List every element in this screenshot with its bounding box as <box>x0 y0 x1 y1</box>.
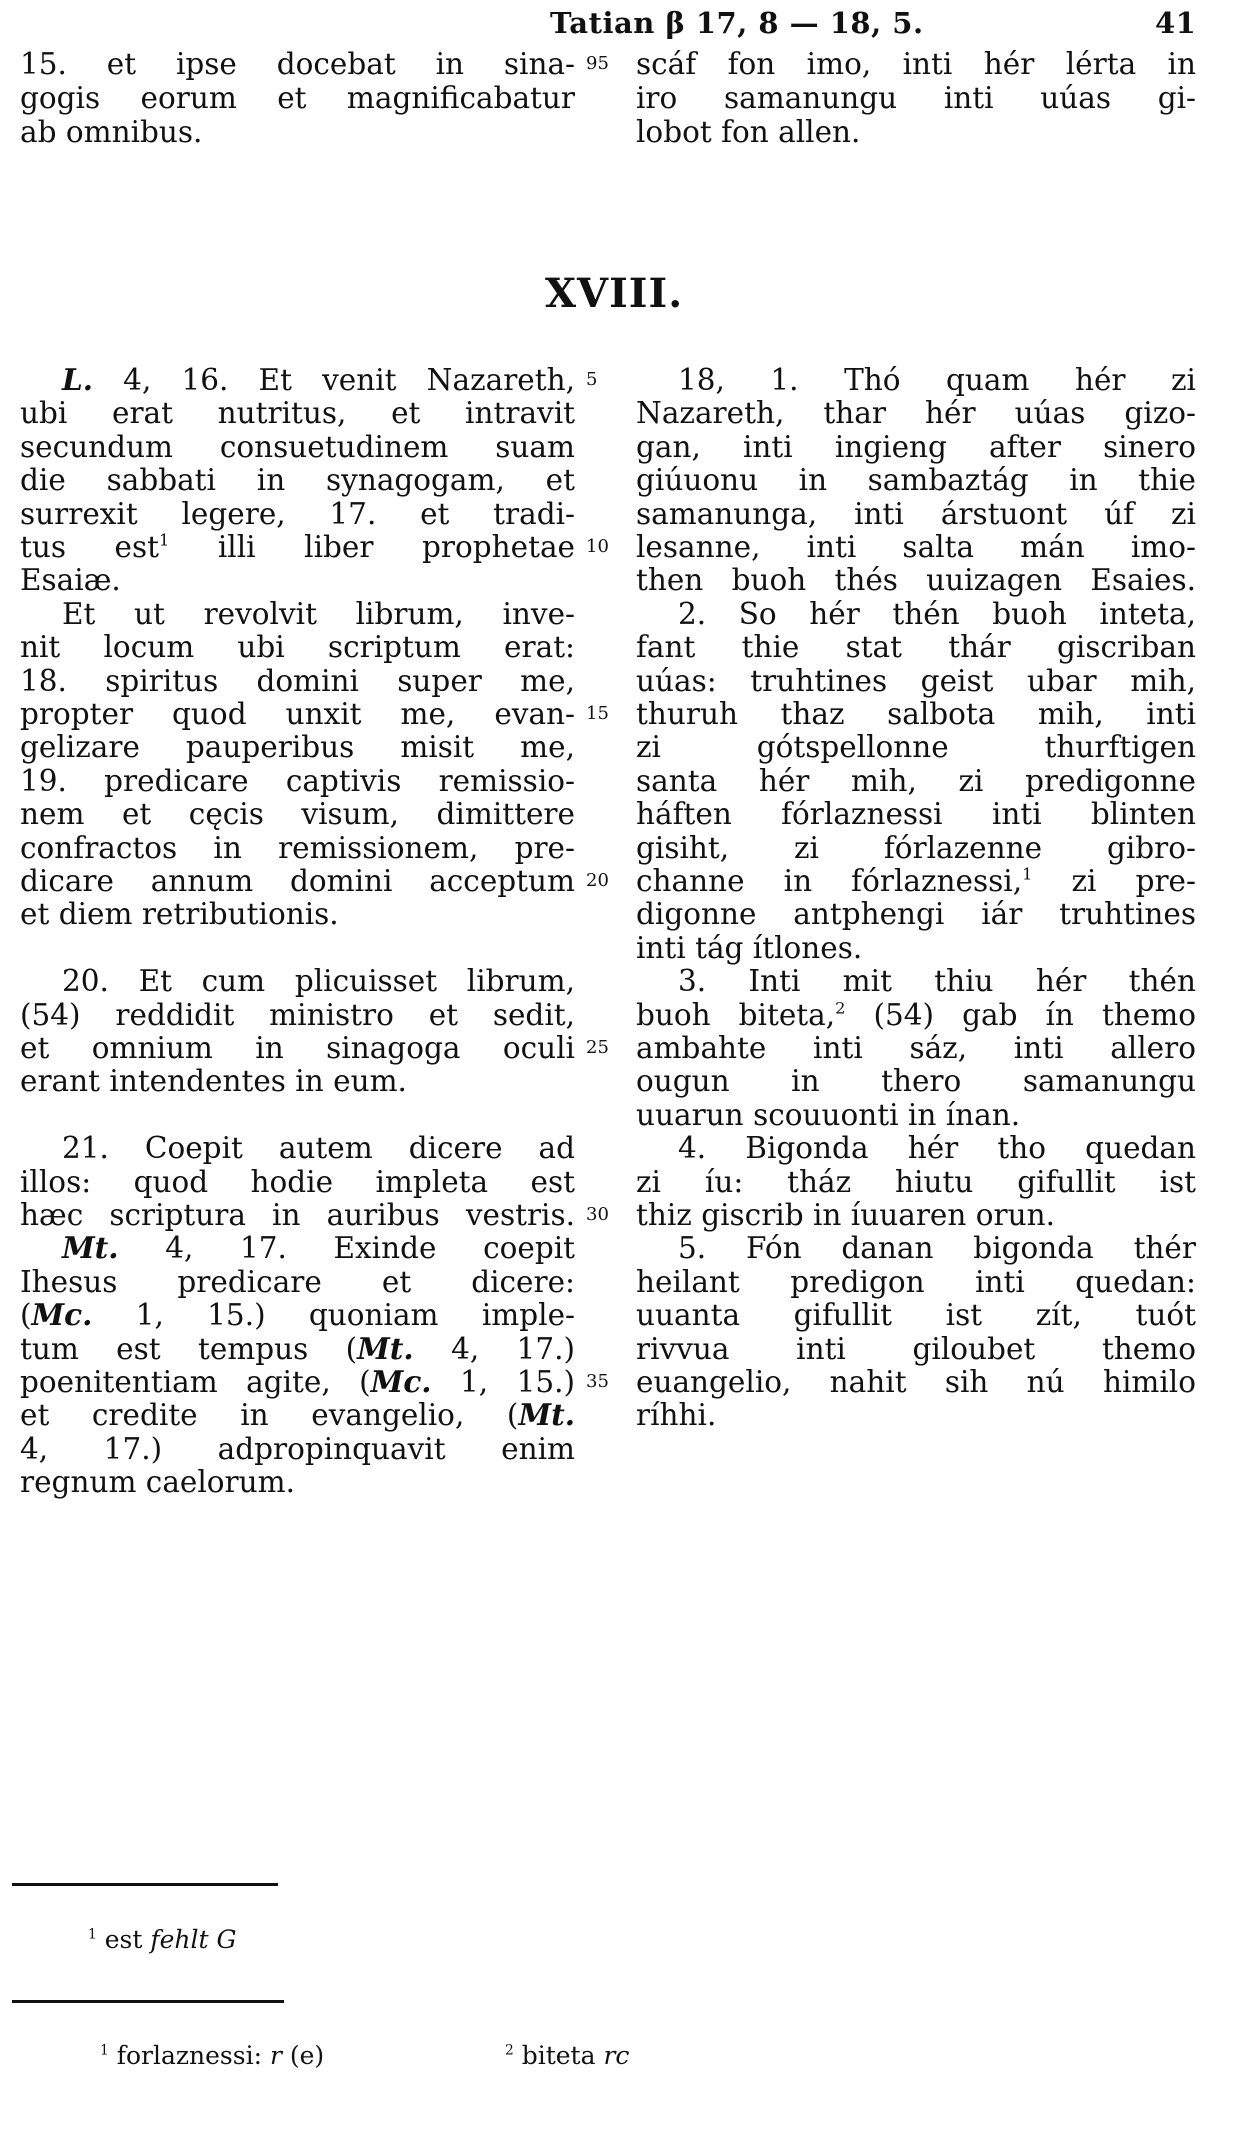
footnote-german-1 <box>100 2041 324 2071</box>
text-line <box>636 530 1196 564</box>
line-number: 15 <box>586 703 609 724</box>
line-text: rivvua inti giloubet themo <box>636 1331 1196 1366</box>
text-line <box>20 1465 575 1499</box>
footnote-latin-1 <box>88 1925 236 1955</box>
line-text: surrexit legere, 17. et tradi- <box>20 496 575 531</box>
text-line <box>20 730 575 764</box>
text-line <box>20 797 575 831</box>
text-line <box>20 1365 575 1399</box>
text-line <box>20 897 575 931</box>
text-line <box>636 998 1196 1032</box>
line-text: háften fórlaznessi inti blinten <box>636 797 1196 832</box>
line-text: dicare annum domini acceptum <box>20 864 575 898</box>
line-text: illi liber prophetae <box>169 530 575 564</box>
text-line <box>678 1231 1196 1265</box>
text-line <box>636 1098 1196 1132</box>
text-line <box>636 563 1196 597</box>
text-line <box>636 1398 1196 1432</box>
footnote-mark: 1 <box>88 1926 97 1943</box>
line-text: buoh biteta, <box>636 997 836 1032</box>
line-text: euangelio, nahit sih nú himilo <box>636 1365 1196 1399</box>
text-line <box>62 1231 575 1265</box>
text-line <box>20 396 575 430</box>
line-text: Ihesus predicare et dicere: <box>20 1264 575 1299</box>
line-text: inti tág ítlones. <box>636 930 863 965</box>
text-line <box>20 1432 575 1466</box>
text-line <box>20 463 575 497</box>
line-text: regnum caelorum. <box>20 1465 296 1500</box>
footnote-reference: 1 <box>159 530 170 550</box>
text-line: iro samanungu inti uúas gi- <box>636 81 1196 115</box>
section-heading: XVIII. <box>545 270 684 317</box>
line-number: 95 <box>586 53 609 74</box>
footnote-reference: 1 <box>1022 864 1033 884</box>
line-text: heilant predigon inti quedan: <box>636 1264 1196 1299</box>
line-number: 30 <box>586 1204 609 1225</box>
line-text: thiz giscrib in íuuaren orun. <box>636 1198 1055 1232</box>
line-text: et credite in evangelio, ( <box>20 1398 519 1433</box>
line-text: 18. spiritus domini super me, <box>20 663 575 698</box>
footnote-reference: 2 <box>835 998 846 1018</box>
text-line <box>20 630 575 664</box>
text-line <box>636 697 1196 731</box>
line-text: 19. predicare captivis remissio- <box>20 763 575 798</box>
text-line <box>20 1332 575 1366</box>
text-line <box>62 363 575 397</box>
text-line: gogis eorum et magnificabatur <box>20 81 575 115</box>
line-text: illos: quod hodie impleta est <box>20 1164 575 1199</box>
line-number: 5 <box>586 369 598 390</box>
text-line <box>636 1332 1196 1366</box>
text-line <box>20 864 575 898</box>
text-line <box>20 1165 575 1199</box>
gospel-reference: Mc. <box>370 1364 432 1399</box>
text-line: scáf fon imo, inti hér lérta in <box>636 47 1196 81</box>
text-line <box>62 597 575 631</box>
text-line <box>20 697 575 731</box>
text-line <box>636 1165 1196 1199</box>
text-line <box>636 630 1196 664</box>
line-text: gisiht, zi fórlazenne gibro- <box>636 830 1196 865</box>
text-line: ab omnibus. <box>20 115 203 149</box>
text-line <box>636 1365 1196 1399</box>
text-line <box>636 1198 1196 1232</box>
text-line <box>636 430 1196 464</box>
line-text: erant intendentes in eum. <box>20 1064 407 1099</box>
line-text: die sabbati in synagogam, et <box>20 463 575 498</box>
line-text: tus est <box>20 530 159 564</box>
line-text: ougun in thero samanungu <box>636 1064 1196 1099</box>
text-line <box>20 764 575 798</box>
line-text: santa hér mih, zi predigonne <box>636 763 1196 798</box>
text-line <box>636 764 1196 798</box>
text-line <box>636 1031 1196 1065</box>
text-line <box>20 664 575 698</box>
text-line <box>636 831 1196 865</box>
line-text: then buoh thés uuizagen Esaies. <box>636 563 1196 598</box>
text-line <box>636 931 1196 965</box>
footnote-italic: r <box>269 2041 282 2070</box>
text-line <box>20 1298 575 1332</box>
line-text: tum est tempus ( <box>20 1331 358 1366</box>
footnote-italic: fehlt G <box>150 1925 237 1954</box>
footnote-mark: 2 <box>505 2042 514 2059</box>
text-line <box>636 396 1196 430</box>
text-line <box>636 797 1196 831</box>
line-text: gelizare pauperibus misit me, <box>20 730 575 765</box>
text-line <box>636 864 1196 898</box>
line-text: 4, 17. Exinde coepit <box>118 1231 575 1266</box>
line-text: Et ut revolvit librum, inve- <box>62 596 575 631</box>
line-text: digonne antphengi iár truhtines <box>636 897 1196 932</box>
text-line <box>20 998 575 1032</box>
text-line <box>20 1398 575 1432</box>
line-text: poenitentiam agite, ( <box>20 1365 371 1399</box>
text-line <box>636 463 1196 497</box>
gospel-reference: Mt. <box>62 1230 119 1266</box>
line-number: 35 <box>586 1371 609 1392</box>
gospel-reference: L. <box>62 362 94 397</box>
text-line <box>636 1064 1196 1098</box>
footnote-rule-german <box>12 2000 284 2003</box>
text-line <box>20 530 575 564</box>
line-text: 4. Bigonda hér tho quedan <box>678 1131 1196 1166</box>
text-line: 15. et ipse docebat in sina- <box>20 47 575 81</box>
page-number: 41 <box>1155 6 1197 40</box>
line-text: channe in fórlaznessi, <box>636 864 1023 898</box>
line-text: (54) gab ín themo <box>845 997 1196 1032</box>
text-line <box>636 1298 1196 1332</box>
gospel-reference: Mt. <box>518 1397 575 1433</box>
line-text: 20. Et cum plicuisset librum, <box>62 964 575 999</box>
line-text: nit locum ubi scriptum erat: <box>20 630 575 665</box>
line-number: 10 <box>586 536 609 557</box>
text-line <box>20 563 575 597</box>
line-number: 25 <box>586 1037 609 1058</box>
line-number: 20 <box>586 870 609 891</box>
line-text: uuanta gifullit ist zít, tuót <box>636 1298 1196 1333</box>
running-title: Tatian β 17, 8 — 18, 5. <box>550 6 924 40</box>
text-line <box>636 897 1196 931</box>
line-text: 2. So hér thén buoh inteta, <box>678 596 1196 631</box>
line-text: 18, 1. Thó quam hér zi <box>678 363 1196 397</box>
gospel-reference: Mc. <box>31 1297 93 1333</box>
footnote-rule-latin <box>12 1883 278 1886</box>
text-line <box>20 430 575 464</box>
line-text: Esaiæ. <box>20 563 121 598</box>
text-line <box>62 964 575 998</box>
line-text: ríhhi. <box>636 1398 717 1433</box>
line-text: et omnium in sinagoga oculi <box>20 1031 575 1065</box>
line-text: 21. Coepit autem dicere ad <box>62 1131 575 1166</box>
line-text: 4, 16. Et venit Nazareth, <box>93 363 575 397</box>
line-text: 1, 15.) quoniam imple- <box>92 1298 575 1333</box>
text-line <box>20 831 575 865</box>
text-line <box>62 1131 575 1165</box>
line-text: confractos in remissionem, pre- <box>20 830 575 865</box>
line-text: et diem retributionis. <box>20 897 339 932</box>
line-text: hæc scriptura in auribus vestris. <box>20 1198 575 1232</box>
text-line <box>678 597 1196 631</box>
line-text: propter quod unxit me, evan- <box>20 697 575 731</box>
text-line <box>636 730 1196 764</box>
line-text: giúuonu in sambaztág in thie <box>636 463 1196 498</box>
line-text: uuarun scouuonti in ínan. <box>636 1097 1021 1132</box>
text-line <box>20 497 575 531</box>
line-text: samanunga, inti árstuont úf zi <box>636 496 1196 531</box>
line-text: fant thie stat thár giscriban <box>636 630 1196 665</box>
line-text: nem et cęcis visum, dimittere <box>20 797 575 832</box>
footnote-mark: 1 <box>100 2042 109 2059</box>
text-line: lobot fon allen. <box>636 115 861 149</box>
line-text: 4, 17.) adpropinquavit enim <box>20 1431 575 1466</box>
line-text: (54) reddidit ministro et sedit, <box>20 997 575 1032</box>
footnote-text: biteta <box>521 2041 604 2070</box>
line-text: zi pre- <box>1032 864 1196 898</box>
text-line <box>678 964 1196 998</box>
line-text: zi íu: tház hiutu gifullit ist <box>636 1164 1196 1199</box>
text-line <box>20 1198 575 1232</box>
text-line <box>20 1064 575 1098</box>
footnote-after: (e) <box>281 2041 325 2070</box>
line-text: 5. Fón danan bigonda thér <box>678 1231 1196 1266</box>
line-text: 4, 17.) <box>413 1331 575 1366</box>
line-text: ambahte inti sáz, inti allero <box>636 1031 1196 1065</box>
footnote-german-2 <box>505 2041 629 2071</box>
line-text: 1, 15.) <box>431 1365 575 1399</box>
text-line <box>636 664 1196 698</box>
line-text: lesanne, inti salta mán imo- <box>636 530 1196 564</box>
gospel-reference: Mt. <box>357 1330 414 1366</box>
punctuation: ( <box>20 1298 32 1333</box>
line-text: zi gótspellonne thurftigen <box>636 730 1196 765</box>
line-text: uúas: truhtines geist ubar mih, <box>636 663 1196 698</box>
line-text: thuruh thaz salbota mih, inti <box>636 697 1196 731</box>
line-text: secundum consuetudinem suam <box>20 429 575 464</box>
line-text: ubi erat nutritus, et intravit <box>20 396 575 431</box>
line-text: gan, inti ingieng after sinero <box>636 429 1196 464</box>
text-line <box>678 363 1196 397</box>
text-line <box>636 1265 1196 1299</box>
text-line <box>678 1131 1196 1165</box>
text-line <box>20 1031 575 1065</box>
footnote-text: est <box>104 1925 151 1954</box>
text-line <box>20 1265 575 1299</box>
footnote-text: forlaznessi: <box>116 2041 270 2070</box>
footnote-italic: rc <box>603 2041 630 2070</box>
text-line <box>636 497 1196 531</box>
line-text: Nazareth, thar hér uúas gizo- <box>636 396 1196 431</box>
line-text: 3. Inti mit thiu hér thén <box>678 964 1196 999</box>
